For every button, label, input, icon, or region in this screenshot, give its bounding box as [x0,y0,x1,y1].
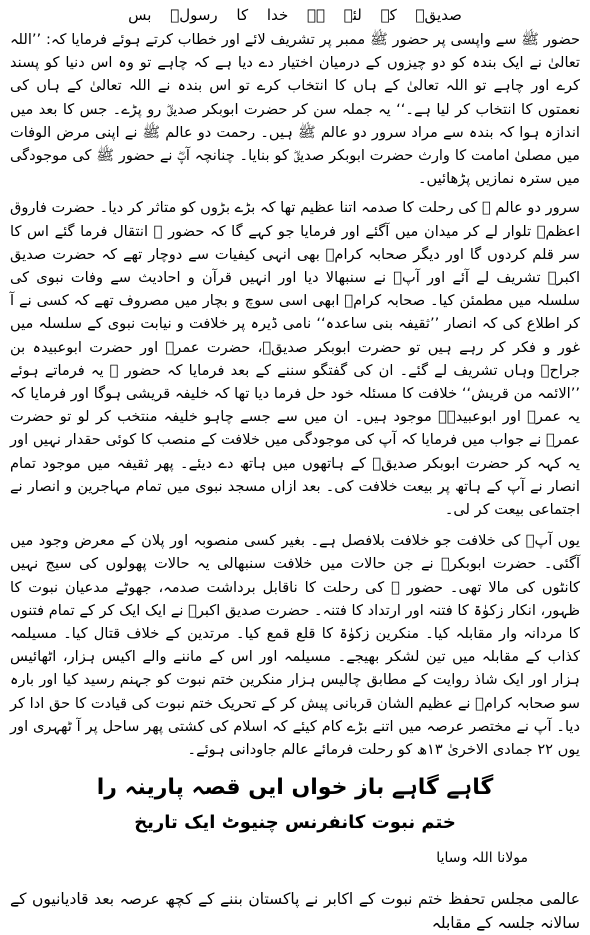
article-title: گاہے گاہے باز خواں ایں قصہ پارینہ را [96,775,494,801]
paragraph-2: سرور دو عالم ﷺ کی رحلت کا صدمہ اتنا عظیم تھا کہ بڑے بڑوں کو متاثر کر دیا۔ حضرت فاروق اعظمؓ تلوار لے کر میدان میں آگئے اور فرمایا جو کہے گا کہ حضور ﷺ انتقال فرما گئے اس کا سر قلم کردوں گا اور دیگر صحابہ کرامؓ بھی انہی کیفیات سے دوچار تھے کہ حضرت صدیق اکبرؓ تشریف لے آئے اور آپؓ نے سنبھالا دیا اور انہیں قرآن و احادیث سے وفات نبوی کی سلسلہ میں مطمئن کیا۔ صحابہ کرامؓ ابھی اسی سوچ و بچار میں مصروف تھے کہ کسی نے آ کر اطلاع کی کہ انصار ’’ثقیفہ بنی ساعدہ‘‘ نامی ڈیرہ پر خلافت و نیابت نبوی کے سلسلہ میں غور و فکر کر رہے ہیں تو حضرت ابوبکر صدیقؓ، حضرت عمرؓ اور حضرت ابوعبیدہ بن جراحؓ وہاں تشریف لے گئے۔ ان کی گفتگو سننے کے بعد فرمایا کہ حضور ﷺ یہ فرماتے ہوئے ’’الائمہ من قریش‘‘ خلافت کا مسئلہ خود حل فرما دیا تھا کہ خلیفہ قریشی ہوگا اور فرمایا کہ یہ عمرؓ اور ابوعبیدہؓ موجود ہیں۔ ان میں سے جسے چاہو خلیفہ منتخب کر لو تو حضرت عمرؓ نے جواب میں فرمایا کہ آپ کی موجودگی میں خلافت کے منصب کا کوئی حقدار نہیں اور یہ کہہ کر حضرت ابوبکر صدیقؓ کے ہاتھوں میں ہاتھ دے دیئے۔ پھر ثقیفہ میں موجود تمام انصار نے آپ کے ہاتھ پر بیعت خلافت کی۔ بعد ازاں مسجد نبوی میں تمام مہاجرین و انصار نے اجتماعی بیعت کر لی۔ [10,199,580,519]
paragraph-3: یوں آپؓ کی خلافت جو خلافت بلافصل ہے۔ بغیر کسی منصوبہ اور پلان کے معرض وجود میں آگئی۔ حضرت ابوبکرؓ نے جن حالات میں خلافت سنبھالی یہ حالات پھولوں کی سیج نہیں کانٹوں کی مالا تھی۔ حضور ﷺ کی رحلت کا ناقابل برداشت صدمہ، جھوٹے مدعیان نبوت کا ظہور، انکار زکوٰۃ کا فتنہ اور ارتداد کا فتنہ۔ حضرت صدیق اکبرؓ نے ایک ایک کر کے تمام فتنوں کا مردانہ وار مقابلہ کیا۔ منکرین زکوٰۃ کا قلع قمع کیا۔ مرتدین کے خلاف قتال کیا۔ مسیلمہ کذاب کے مقابلہ میں تین لشکر بھیجے۔ مسیلمہ اور اس کے ماننے والے اکیس ہزار، اٹھائیس ہزار اور ایک شاذ روایت کے مطابق چالیس ہزار منکرین ختم نبوت کو جہنم رسید کیا اور بارہ سو صحابہ کرامؓ نے عظیم الشان قربانی پیش کر کے تحریک ختم نبوت کی قیادت کا حق ادا کر دیا۔ آپ نے مختصر عرصہ میں اتنے بڑے کام کیئے کہ اسلام کی کشتی پھر ساحل پر آ ٹھہری اور یوں ۲۲ جمادی الاخریٰ ۱۳ھ کو رحلت فرمائے عالم جاودانی ہوئے۔ [10,532,580,759]
author-name: مولانا اللہ وسایا [436,850,528,867]
closing-paragraph: عالمی مجلس تحفظ ختم نبوت کے اکابر نے پاکستان بننے کے کچھ عرصہ بعد قادیانیوں کے سالانہ جلسہ کے مقابلہ [10,890,580,933]
paragraph-1: حضور ﷺ سے واپسی پر حضور ﷺ ممبر پر تشریف لائے اور خطاب کرتے ہوئے فرمایا کہ: ’’اللہ تعالیٰ نے ایک بندہ کو دو چیزوں کے درمیان اختیار دے دیا ہے کہ چاہے تو وہ اس دنیا کو پسند کرے اور چاہے تو اللہ تعالیٰ کے ہاں کا انتخاب کرے تو اس بندہ نے اللہ تعالیٰ کے ہاں کی نعمتوں کا انتخاب کر لیا ہے۔‘‘ یہ جملہ سن کر حضرت ابوبکر صدیقؓ رو پڑے۔ جس کا بعد میں اندازہ ہوا کہ بندہ سے مراد سرور دو عالم ﷺ ہیں۔ رحمت دو عالم ﷺ نے اپنی مرض الوفات میں مصلیٰ امامت کا وارث حضرت ابوبکر صدیقؓ کو بنایا۔ چنانچہ آپؓ نے حضور ﷺ کی موجودگی میں سترہ نمازیں پڑھائیں۔ [10,31,580,188]
article-subtitle: ختم نبوت کانفرنس چنیوٹ ایک تاریخ [134,812,456,834]
section-heading: صدیقؓ کے لئے ہے خدا کا رسولؐ بس [128,6,462,24]
